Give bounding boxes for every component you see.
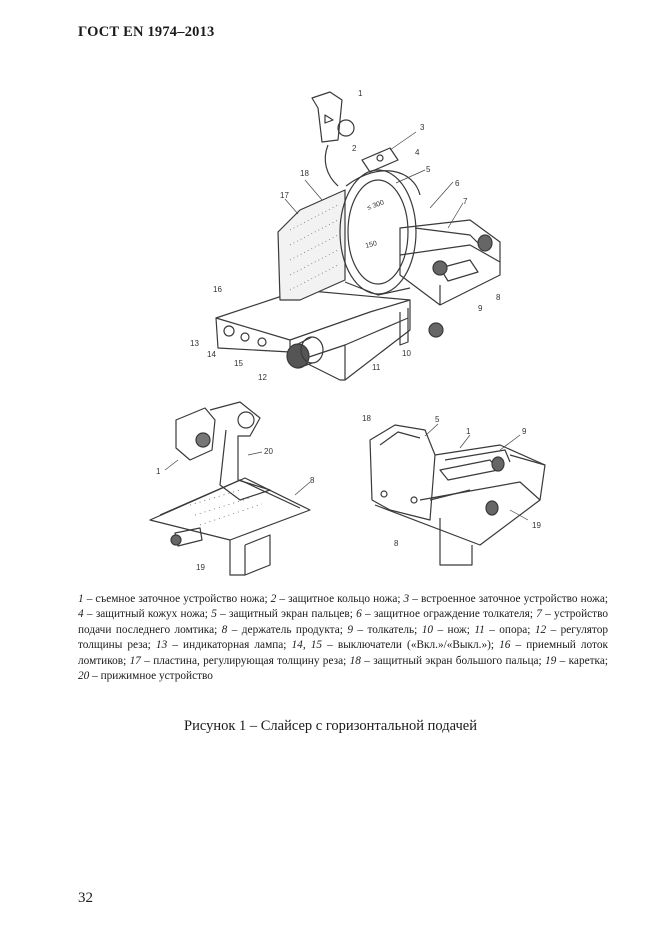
callout-main-12: 12 (258, 373, 267, 382)
callout-main-4: 4 (415, 148, 420, 157)
legend-item-number: 5 (211, 608, 217, 621)
legend-item-text: – защитный экран пальцев; (216, 608, 357, 621)
pressing-device-detail (150, 402, 310, 575)
callout-main-14: 14 (207, 350, 216, 359)
callout-main-1: 1 (358, 89, 363, 98)
legend-item-number: 2 (270, 593, 277, 605)
callout-main-17: 17 (280, 191, 289, 200)
blade-icon (340, 170, 416, 294)
legend-item-number: 12 (534, 623, 547, 636)
legend-item-text: – защитный кожух ножа; (83, 608, 212, 621)
legend-item-number: 8 (221, 623, 228, 636)
legend-item-text: – каретка; (556, 654, 609, 667)
switch-15-icon (241, 333, 249, 341)
callout-main-15: 15 (234, 359, 243, 368)
legend-item-text: – приемный лоток ломтиков; (78, 639, 608, 667)
legend-item-number: 4 (78, 608, 84, 621)
legend-item-number: 7 (536, 608, 542, 621)
legend-item-text: – защитное ограждение толкателя; (361, 608, 537, 621)
callout-main-3: 3 (420, 123, 425, 132)
callout-left-19: 19 (196, 563, 205, 572)
callout-main-6: 6 (455, 179, 460, 188)
callout-left-20: 20 (264, 447, 273, 456)
legend-item-text: – съемное заточное устройство ножа; (83, 593, 271, 605)
legend-item-number: 20 (78, 670, 90, 683)
legend-item-number: 19 (544, 654, 557, 667)
callout-main-11: 11 (372, 363, 381, 372)
thickness-plate (278, 190, 345, 300)
legend-item-text: – защитный экран большого пальца; (360, 654, 545, 667)
legend-item-number: 18 (349, 654, 361, 667)
callout-right-5: 5 (435, 415, 440, 424)
indicator-lamp-icon (258, 338, 266, 346)
legend-item-number: 9 (347, 623, 353, 636)
callout-main-9: 9 (478, 304, 483, 313)
legend-item-text: – толкатель; (352, 623, 422, 636)
legend-item-number: 13 (155, 639, 168, 652)
legend-item-number: 16 (499, 639, 511, 652)
figure-legend (78, 592, 608, 684)
figure-caption: Рисунок 1 – Слайсер с горизонтальной подачей (184, 718, 477, 734)
legend-item-text: – выключатели («Вкл.»/«Выкл.»); (322, 639, 500, 652)
legend-item-text: – держатель продукта; (227, 623, 348, 636)
switch-14-icon (224, 326, 234, 336)
legend-item-number: 17 (129, 654, 141, 667)
legend-item-text: – встроенное заточное устройство ножа; (409, 593, 608, 605)
sharpener-icon (312, 92, 354, 186)
document-header: ГОСТ EN 1974–2013 (78, 24, 215, 40)
page-number: 32 (78, 890, 93, 906)
legend-item-text: – защитное кольцо ножа; (276, 593, 404, 605)
legend-item-number: 10 (421, 623, 434, 636)
legend-item-number: 1 (78, 593, 84, 605)
legend-item-text: – регулятор толщины реза; (78, 623, 608, 652)
callout-main-18: 18 (300, 169, 309, 178)
thickness-knob-icon (287, 337, 323, 368)
callout-left-8: 8 (310, 476, 315, 485)
legend-item-number: 3 (403, 593, 410, 605)
slicer-base (216, 290, 410, 380)
legend-item-text: – пластина, регулирующая толщину реза; (140, 654, 350, 667)
callout-main-8: 8 (496, 293, 501, 302)
blade-mark-300: ≤ 300 (366, 199, 386, 212)
callout-right-8: 8 (394, 539, 399, 548)
callout-right-9: 9 (522, 427, 527, 436)
callout-main-7: 7 (463, 197, 468, 206)
legend-item-text: – прижимное устройство (89, 670, 213, 683)
legend-item-number: 11 (474, 623, 485, 636)
callout-main-2: 2 (352, 144, 357, 153)
callout-main-10: 10 (402, 349, 411, 358)
callout-main-5: 5 (426, 165, 431, 174)
legend-item-text: – устройство подачи последнего ломтика; (78, 608, 608, 636)
legend-item-text: – нож; (433, 623, 475, 636)
callout-right-18: 18 (362, 414, 371, 423)
callout-right-19: 19 (532, 521, 541, 530)
callout-left-1: 1 (156, 467, 161, 476)
blade-mark-150: 150 (364, 240, 378, 250)
callout-right-1: 1 (466, 427, 471, 436)
legend-item-text: – индикаторная лампа; (167, 639, 292, 652)
callout-main-16: 16 (213, 285, 222, 294)
legend-item-number: 14, 15 (291, 639, 323, 652)
callout-main-13: 13 (190, 339, 199, 348)
legend-item-number: 6 (356, 608, 362, 621)
legend-item-text: – опора; (484, 623, 535, 636)
